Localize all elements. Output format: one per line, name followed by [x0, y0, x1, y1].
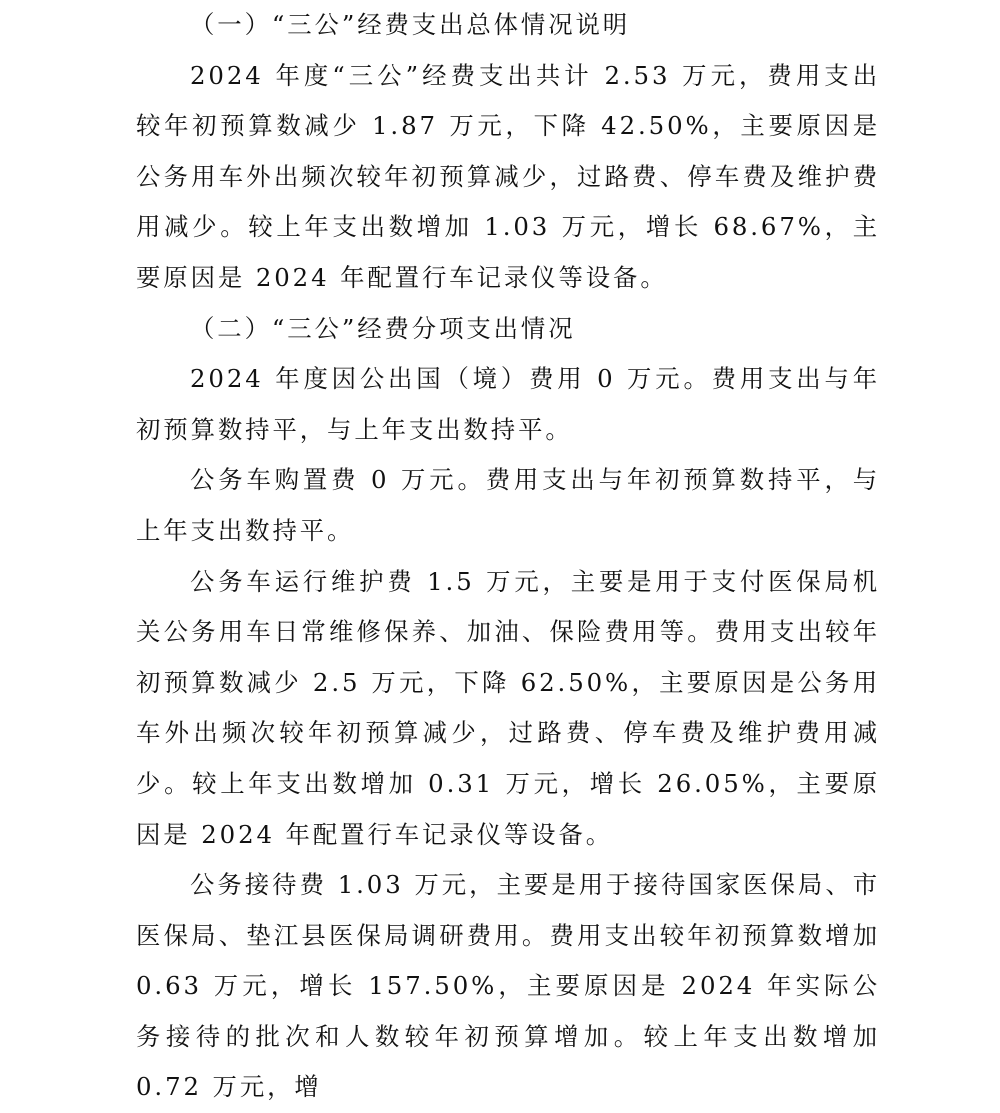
section-2-paragraph-overseas: 2024 年度因公出国（境）费用 0 万元。费用支出与年初预算数持平，与上年支出数持平。 [136, 364, 880, 444]
section-2-heading: （二）“三公”经费分项支出情况 [190, 313, 576, 343]
section-2-paragraph-reception: 公务接待费 1.03 万元，主要是用于接待国家医保局、市医保局、垫江县医保局调研费用。费用支出较年初预算数增加 0.63 万元，增长 157.50%，主要原因是 2024 年实际公务接待的批次和人数较年初预算增加。较上年支出数增加 0.72 万元，增 [136, 870, 880, 1102]
section-1-paragraph-1: 2024 年度“三公”经费支出共计 2.53 万元，费用支出较年初预算数减少 1.87 万元，下降 42.50%，主要原因是公务用车外出频次较年初预算减少，过路费、停车费及维护费用减少。较上年支出数增加 1.03 万元，增长 68.67%，主要原因是 2024 年配置行车记录仪等设备。 [136, 60, 880, 292]
section-2-paragraph-vehicle-maintenance: 公务车运行维护费 1.5 万元，主要是用于支付医保局机关公务用车日常维修保养、加油、保险费用等。费用支出较年初预算数减少 2.5 万元，下降 62.50%，主要原因是公务用车外出频次较年初预算减少，过路费、停车费及维护费用减少。较上年支出数增加 0.31 万元，增长 26.05%，主要原因是 2024 年配置行车记录仪等设备。 [136, 566, 880, 849]
document-page [136, 0, 880, 1113]
section-1-heading: （一）“三公”经费支出总体情况说明 [190, 10, 631, 39]
section-2-paragraph-vehicle-purchase: 公务车购置费 0 万元。费用支出与年初预算数持平，与上年支出数持平。 [136, 465, 880, 545]
